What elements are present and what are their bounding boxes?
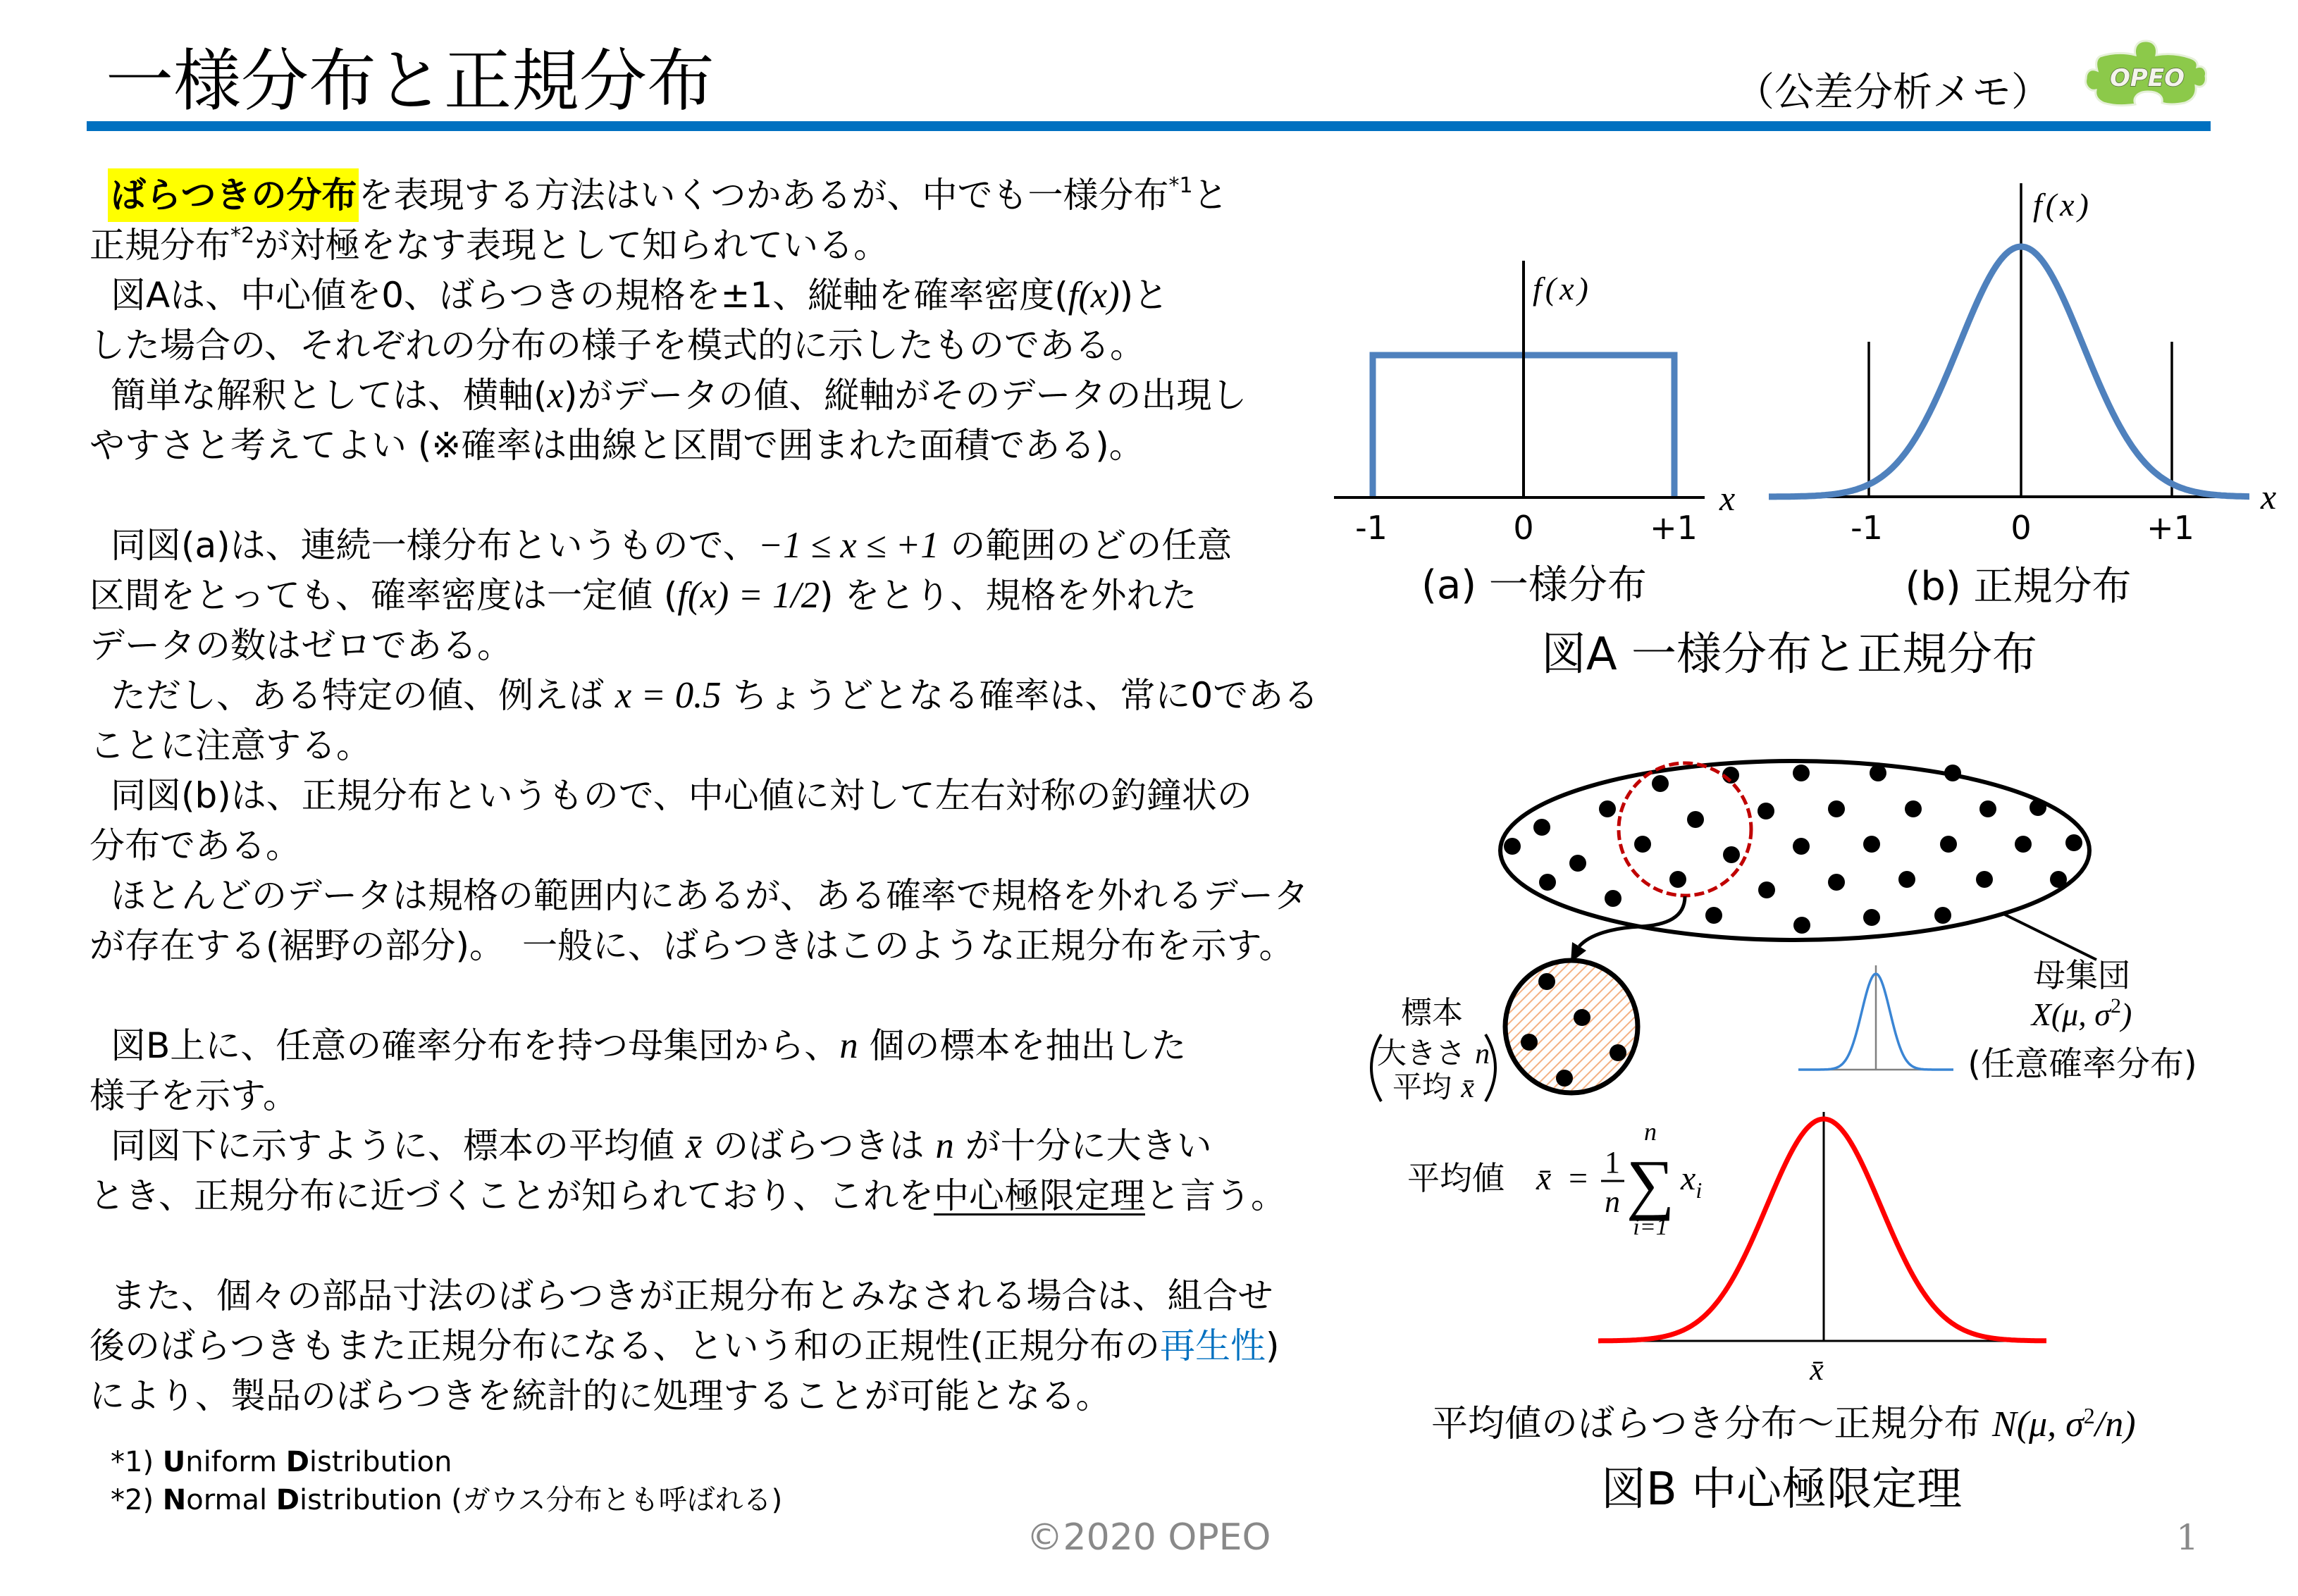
highlighted-term: ばらつきの分布 bbox=[108, 168, 359, 222]
text: 個の標本を抽出した bbox=[858, 1025, 1187, 1066]
population-note: (任意確率分布) bbox=[1967, 1044, 2197, 1084]
initial-letter: U bbox=[162, 1446, 186, 1478]
sample-mean-label bbox=[1392, 1070, 1474, 1104]
text: を表現する方法はいくつかあるが、中でも一様分布 bbox=[358, 175, 1169, 216]
sum-lower: i=1 bbox=[1633, 1214, 1668, 1240]
formula-label: 平均値 bbox=[1407, 1159, 1505, 1197]
math-text: N(μ, σ bbox=[1992, 1404, 2084, 1445]
math-expr: n bbox=[839, 1025, 858, 1066]
math-text: /n) bbox=[2094, 1404, 2136, 1445]
population-dot bbox=[1723, 846, 1740, 863]
text: 大きさ bbox=[1376, 1036, 1476, 1070]
reproductive-property-link[interactable]: 再生性 bbox=[1160, 1325, 1266, 1366]
math-symbol: n bbox=[1475, 1038, 1490, 1070]
population-dot bbox=[2015, 836, 2032, 853]
figure-b-sample bbox=[1371, 960, 1638, 1104]
text: 同図(a)は、連続一様分布というもので、 bbox=[111, 525, 758, 566]
text: ormal bbox=[186, 1484, 276, 1516]
text: また、個々の部品寸法のばらつきが正規分布とみなされる場合は、組合せ bbox=[111, 1275, 1273, 1316]
population-dot bbox=[1905, 800, 1922, 817]
sample-dot bbox=[1610, 1044, 1626, 1061]
population-dot bbox=[1533, 819, 1550, 836]
tick-label: +1 bbox=[1650, 509, 1698, 547]
population-dot bbox=[1634, 836, 1651, 853]
panel-caption: (a) 一様分布 bbox=[1421, 562, 1647, 608]
text: のばらつきは bbox=[702, 1125, 936, 1166]
text: 様子を示す。 bbox=[89, 1075, 298, 1116]
figure-a-uniform bbox=[1334, 261, 1735, 608]
text: が十分に大きい bbox=[953, 1125, 1212, 1166]
page-title: 一様分布と正規分布 bbox=[106, 42, 715, 120]
population-dot bbox=[1652, 775, 1669, 792]
figure-b-caption: 図B 中心極限定理 bbox=[1600, 1464, 1963, 1516]
x-axis-label: x bbox=[1719, 478, 1736, 518]
initial-letter: D bbox=[285, 1446, 309, 1478]
population-dot bbox=[1605, 890, 1621, 907]
text: データの数はゼロである。 bbox=[89, 625, 512, 666]
population-dot bbox=[1599, 800, 1616, 817]
footnote-marker: *2) bbox=[111, 1484, 163, 1516]
text: した場合の、それぞれの分布の様子を模式的に示したものである。 bbox=[89, 325, 1145, 366]
copyright: ©2020 OPEO bbox=[1026, 1516, 1271, 1559]
population-dot bbox=[1863, 909, 1880, 926]
text: istribution (ガウス分布とも呼ばれる) bbox=[299, 1484, 783, 1516]
text: が対極をなす表現として知られている。 bbox=[254, 225, 889, 266]
text: 図Aは、中心値を0、ばらつきの規格を±1、縦軸を確率密度( bbox=[111, 275, 1068, 316]
math-expr: x bbox=[547, 375, 564, 416]
sum-term bbox=[1680, 1160, 1702, 1203]
text: 同図下に示すように、標本の平均値 bbox=[111, 1125, 686, 1166]
figure-b-population bbox=[1500, 761, 2096, 963]
panel-caption: (b) 正規分布 bbox=[1905, 564, 2132, 610]
tick-label: 0 bbox=[2010, 509, 2032, 547]
sampling-caption bbox=[1431, 1403, 2136, 1445]
text: )がデータの値、縦軸がそのデータの出現し bbox=[563, 375, 1247, 416]
text: 同図(b)は、正規分布というもので、中心値に対して左右対称の釣鐘状の bbox=[111, 775, 1252, 816]
population-dot bbox=[1828, 800, 1845, 817]
subscript: i bbox=[1695, 1177, 1703, 1203]
population-leader-line bbox=[2003, 914, 2096, 960]
figure-a-normal bbox=[1769, 183, 2276, 610]
text: ことに注意する。 bbox=[89, 725, 371, 766]
population-dot bbox=[1539, 874, 1556, 891]
population-dot bbox=[1504, 838, 1521, 855]
math-expr: f(x) = 1/2 bbox=[677, 575, 820, 616]
text: 簡単な解釈としては、横軸( bbox=[111, 375, 548, 416]
population-dot bbox=[1934, 907, 1951, 924]
formula-lhs: x̄ bbox=[1536, 1160, 1552, 1197]
text: の範囲のどの任意 bbox=[939, 525, 1233, 566]
sample-dot bbox=[1556, 1070, 1573, 1087]
mean-axis-label: x̄ bbox=[1810, 1352, 1824, 1387]
population-dot bbox=[1758, 881, 1775, 898]
superscript: 2 bbox=[2110, 994, 2121, 1017]
logo-text: OPEO bbox=[2110, 64, 2185, 92]
tick-label: +1 bbox=[2146, 509, 2194, 547]
sample-circle bbox=[1505, 960, 1638, 1093]
math-symbol: x̄ bbox=[1461, 1072, 1475, 1104]
math-expr: x = 0.5 bbox=[614, 675, 722, 716]
term: x bbox=[1681, 1160, 1696, 1197]
sample-size-label bbox=[1377, 1036, 1490, 1070]
tick-label: -1 bbox=[1355, 509, 1388, 547]
text: ほとんどのデータは規格の範囲内にあるが、ある確率で規格を外れるデータ bbox=[111, 875, 1309, 916]
population-dot bbox=[1870, 765, 1886, 781]
population-dot bbox=[1940, 836, 1957, 853]
text: が存在する(裾野の部分)。 一般に、ばらつきはこのような正規分布を示す。 bbox=[89, 925, 1295, 966]
sample-dot bbox=[1574, 1009, 1590, 1026]
text: 分布である。 bbox=[89, 825, 301, 866]
population-dot bbox=[1979, 800, 1996, 817]
page-number: 1 bbox=[2176, 1517, 2199, 1558]
text: 正規分布 bbox=[89, 225, 230, 266]
text: istribution bbox=[309, 1446, 452, 1478]
text: 区間をとっても、確率密度は一定値 ( bbox=[89, 575, 678, 616]
y-axis-label: f(x) bbox=[1533, 271, 1592, 307]
fraction-numerator: 1 bbox=[1605, 1145, 1620, 1180]
math-expr: n bbox=[935, 1125, 954, 1166]
population-dot bbox=[1793, 765, 1810, 781]
sample-dot bbox=[1538, 973, 1555, 990]
population-dots bbox=[1504, 765, 2082, 934]
math-text: X(μ, σ bbox=[2031, 996, 2111, 1032]
text: ちょうどとなる確率は、常に0である bbox=[721, 675, 1319, 716]
text: 図B上に、任意の確率分布を持つ母集団から、 bbox=[111, 1025, 840, 1066]
population-notation bbox=[2030, 994, 2132, 1032]
population-distribution bbox=[1798, 956, 2197, 1084]
y-axis-label: f(x) bbox=[2033, 187, 2092, 223]
tick-label: -1 bbox=[1851, 509, 1883, 547]
text: ) bbox=[1266, 1325, 1280, 1366]
population-dot bbox=[1705, 907, 1722, 924]
text: と言う。 bbox=[1145, 1175, 1286, 1216]
population-dot bbox=[1828, 874, 1845, 891]
footnote-ref: *1 bbox=[1168, 173, 1193, 198]
population-dot bbox=[1569, 855, 1586, 872]
math-expr: −1 ≤ x ≤ +1 bbox=[758, 525, 939, 566]
population-label: 母集団 bbox=[2033, 956, 2130, 994]
sum-upper: n bbox=[1644, 1118, 1657, 1146]
superscript: 2 bbox=[2083, 1403, 2095, 1428]
text: により、製品のばらつきを統計的に処理することが可能となる。 bbox=[89, 1375, 1111, 1416]
text: 後のばらつきもまた正規分布になる、という和の正規性(正規分布の bbox=[89, 1325, 1161, 1366]
sum-sign: ∑ bbox=[1626, 1146, 1675, 1221]
sample-label: 標本 bbox=[1401, 995, 1463, 1031]
mean-formula bbox=[1407, 1118, 1702, 1240]
initial-letter: D bbox=[276, 1484, 299, 1516]
math-text: ) bbox=[2120, 996, 2132, 1032]
normal-curve bbox=[1769, 247, 2249, 497]
text: 平均値のばらつき分布〜正規分布 bbox=[1431, 1403, 1993, 1445]
population-dot bbox=[1793, 917, 1810, 934]
page-subtitle: （公差分析メモ） bbox=[1735, 70, 2051, 116]
text: やすさと考えてよい (※確率は曲線と区間で囲まれた面積である)。 bbox=[89, 425, 1144, 466]
population-dot bbox=[1863, 836, 1880, 853]
formula-equals: = bbox=[1569, 1160, 1588, 1197]
math-expr: f(x) bbox=[1068, 275, 1120, 316]
math-expr: x̄ bbox=[685, 1125, 703, 1166]
text: )と bbox=[1119, 275, 1169, 316]
text: ) をとり、規格を外れた bbox=[820, 575, 1197, 616]
footnote-ref: *2 bbox=[230, 223, 255, 248]
text: 平均 bbox=[1392, 1070, 1462, 1104]
population-dot bbox=[1944, 765, 1961, 781]
footnote-marker: *1) bbox=[111, 1446, 163, 1478]
population-dot bbox=[1669, 871, 1686, 888]
population-dot bbox=[1687, 811, 1704, 828]
sample-dot bbox=[1521, 1034, 1538, 1051]
figure-a-caption: 図A 一様分布と正規分布 bbox=[1540, 629, 2038, 681]
population-dot bbox=[2065, 834, 2082, 851]
text: niform bbox=[185, 1446, 286, 1478]
fraction-denominator: n bbox=[1605, 1184, 1620, 1219]
population-dot bbox=[1898, 871, 1915, 888]
underlined-term: 中心極限定理 bbox=[934, 1175, 1145, 1216]
population-dot bbox=[2030, 799, 2046, 816]
x-axis-label: x bbox=[2261, 477, 2277, 516]
text: ただし、ある特定の値、例えば bbox=[111, 675, 615, 716]
text: とき、正規分布に近づくことが知られており、これを bbox=[89, 1175, 934, 1216]
tick-label: 0 bbox=[1513, 509, 1534, 547]
population-dot bbox=[1976, 871, 1993, 888]
population-dot bbox=[1793, 838, 1810, 855]
sampling-arrow bbox=[1579, 896, 1685, 946]
population-dot bbox=[2050, 871, 2067, 888]
initial-letter: N bbox=[162, 1484, 187, 1516]
population-dot bbox=[1758, 803, 1774, 819]
text: と bbox=[1192, 175, 1228, 216]
